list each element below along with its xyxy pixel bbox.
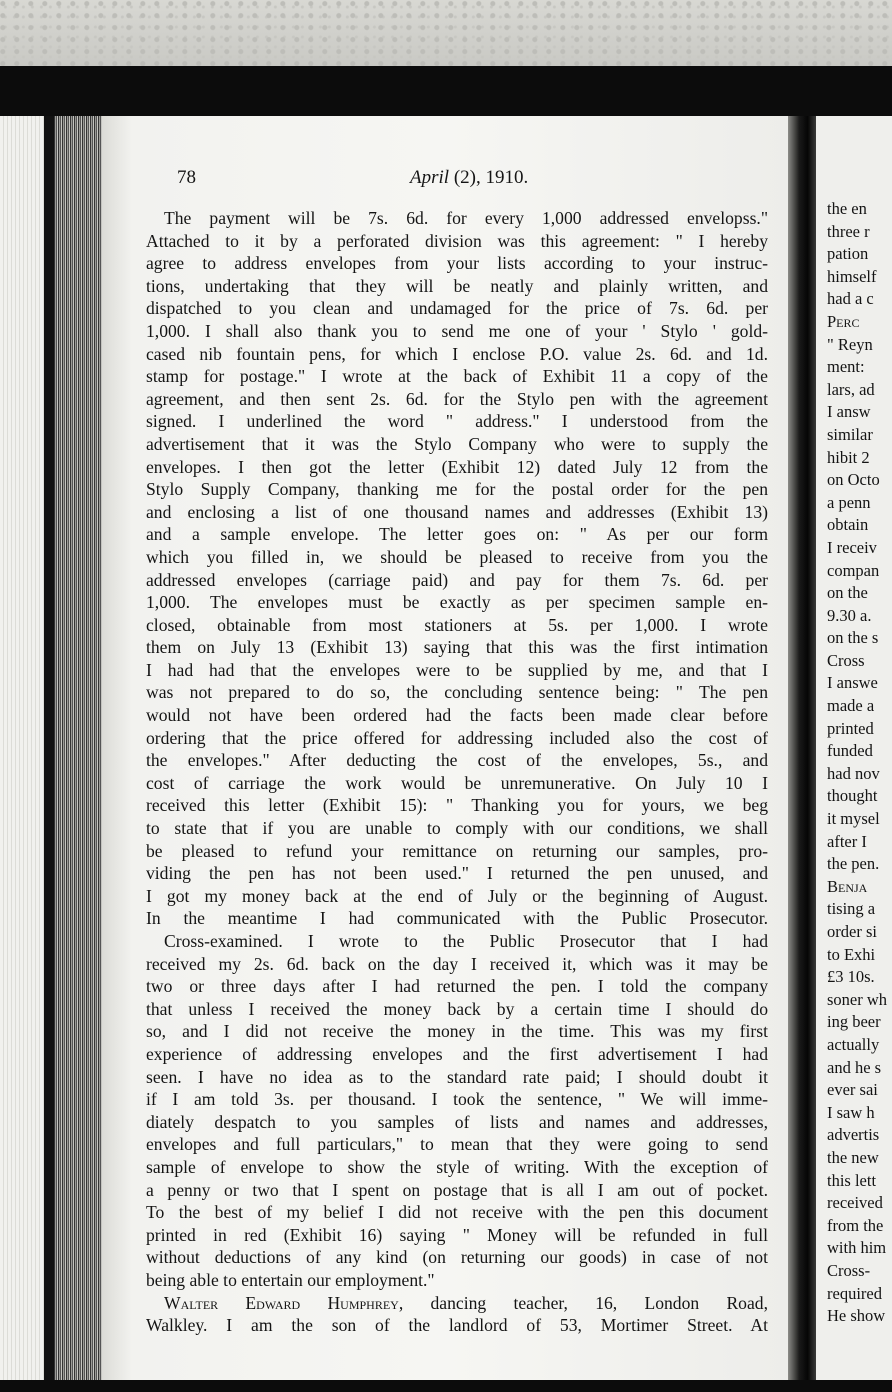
text-line: advertisement that it was the Stylo Company who were to supply the [146, 433, 768, 454]
page-number: 78 [177, 167, 196, 188]
facing-text-line: the en [827, 199, 867, 218]
facing-text-line: obtain [827, 515, 869, 535]
facing-text-line: Cross [827, 650, 865, 670]
facing-text-line: ing beer [827, 1012, 881, 1032]
facing-text-line: required [827, 1283, 882, 1303]
witness-occupation: , dancing teacher, 16, London Road, [398, 1292, 768, 1313]
text-line: envelopes. I then got the letter (Exhibit 12) dated July 12 from the [146, 456, 768, 477]
text-line: In the meantime I had communicated with the Public Prosecutor. [146, 908, 768, 929]
facing-text-line: the new [827, 1147, 879, 1167]
text-line: received my 2s. 6d. back on the day I received it, which was it may be [146, 953, 768, 974]
facing-text-line: Perc [827, 311, 860, 331]
facing-text-line: He show [827, 1306, 886, 1326]
facing-text-line: Benja [827, 876, 868, 896]
text-line: and enclosing a list of one thousand names and addresses (Exhibit 13) [146, 501, 768, 522]
facing-text-line: advertis [827, 1125, 880, 1145]
facing-text-line: soner wh [827, 989, 888, 1009]
text-line: closed, obtainable from most stationers at 5s. per 1,000. I wrote [146, 614, 768, 635]
text-line: agreement, and then sent 2s. 6d. for the Stylo pen with the agreement [146, 388, 768, 409]
text-line: 1,000. The envelopes must be exactly as per specimen sample en- [146, 592, 768, 613]
text-line: be pleased to refund your remittance on returning our samples, pro- [146, 840, 768, 861]
text-line: seen. I have no idea as to the standard rate paid; I should doubt it [146, 1066, 768, 1087]
facing-text-line: on the s [827, 628, 879, 648]
book-gutter [788, 116, 816, 1392]
facing-text-line: had nov [827, 763, 880, 783]
text-line: would not have been ordered had the facts been made clear before [146, 705, 768, 726]
facing-text-line: on Octo [827, 470, 880, 490]
text-line: Stylo Supply Company, thanking me for the postal order for the pen [146, 479, 768, 500]
text-line: printed in red (Exhibit 16) saying " Money will be refunded in full [146, 1224, 768, 1245]
scan-bottom-border [0, 1380, 892, 1392]
text-line: The payment will be 7s. 6d. for every 1,000 addressed envelopss." [164, 208, 768, 228]
text-line: so, and I did not receive the money in the time. This was my first [146, 1021, 768, 1042]
running-header [175, 167, 775, 193]
text-line: dispatched to you clean and undamaged for the price of 7s. 6d. per [146, 298, 768, 319]
facing-text-line: I answe [827, 673, 878, 693]
facing-text-line: ever sai [827, 1080, 878, 1100]
facing-text-line: this lett [827, 1170, 877, 1190]
facing-text-line: had a c [827, 289, 874, 309]
facing-text-line: on the [827, 583, 868, 603]
text-line: To the best of my belief I did not receive with the pen this document [146, 1202, 768, 1223]
testimony-text [146, 207, 768, 1337]
session-month: April [410, 167, 450, 188]
facing-text-line: from the [827, 1215, 884, 1235]
scan-top-background [0, 0, 892, 66]
facing-text-line: £3 10s. [827, 967, 875, 987]
facing-text-line: " Reyn [827, 334, 873, 354]
facing-text-line: actually [827, 1034, 880, 1054]
text-line: was not prepared to do so, the concluding sentence being: " The pen [146, 682, 768, 703]
facing-text-line: ment: [827, 357, 865, 377]
facing-text-line: compan [827, 560, 880, 580]
facing-text-line: himself [827, 266, 877, 286]
facing-text-line: made a [827, 696, 875, 716]
text-line: cased nib fountain pens, for which I enclose P.O. value 2s. 6d. and 1d. [146, 343, 768, 364]
text-line: stamp for postage." I wrote at the back of Exhibit 11 a copy of the [146, 366, 768, 387]
facing-page-text [827, 198, 887, 1328]
text-line: without deductions of any kind (on returning our goods) in case of not [146, 1247, 768, 1268]
witness-line [146, 1292, 768, 1315]
facing-text-line: three r [827, 221, 870, 241]
scan-left-margin [0, 116, 44, 1392]
text-line: Cross-examined. I wrote to the Public Prosecutor that I had [164, 931, 768, 951]
facing-text-line: I answ [827, 402, 871, 422]
facing-text-line: thought [827, 786, 878, 806]
facing-text-line: Cross- [827, 1260, 871, 1280]
facing-text-line: I receiv [827, 537, 877, 557]
text-line: I had had that the envelopes were to be supplied by me, and that I [146, 659, 768, 680]
facing-text-line: I saw h [827, 1102, 875, 1122]
text-line: if I am told 3s. per thousand. I took the sentence, " We will imme- [146, 1089, 768, 1110]
session-number: (2), 1910. [449, 167, 529, 188]
text-line: diately despatch to you samples of lists and names and addresses, [146, 1111, 768, 1132]
facing-text-line: with him [827, 1238, 887, 1258]
facing-text-line: tising a [827, 899, 876, 919]
text-line: Attached to it by a perforated division was this agreement: " I hereby [146, 230, 768, 251]
text-line: viding the pen has not been used." I returned the pen unused, and [146, 863, 768, 884]
facing-text-line: 9.30 a. [827, 605, 872, 625]
facing-text-line: order si [827, 922, 877, 941]
text-line: experience of addressing envelopes and the first advertisement I had [146, 1043, 768, 1064]
text-line: tions, undertaking that they will be neatly and plainly written, and [146, 275, 768, 296]
text-line: and a sample envelope. The letter goes on: " As per our form [146, 524, 768, 545]
facing-text-line: received [827, 1193, 883, 1213]
text-line: received this letter (Exhibit 15): " Thanking you for yours, we beg [146, 795, 768, 816]
text-line: I got my money back at the end of July or the beginning of August. [146, 885, 768, 906]
text-line: agree to address envelopes from your lists according to your instruc- [146, 253, 768, 274]
facing-text-line: after I [827, 831, 867, 851]
text-line: sample of envelope to show the style of writing. With the exception of [146, 1156, 768, 1177]
text-line: which you filled in, we should be pleased to receive from you the [146, 546, 768, 567]
facing-text-line: hibit 2 [827, 447, 870, 467]
facing-text-line: lars, ad [827, 379, 875, 399]
page-edges [54, 116, 102, 1392]
facing-text-line: to Exhi [827, 944, 876, 964]
text-line: them on July 13 (Exhibit 13) saying that this was the first intimation [146, 637, 768, 658]
text-line: the envelopes." After deducting the cost of the envelopes, 5s., and [146, 750, 768, 771]
facing-text-line: pation [827, 244, 869, 264]
facing-text-line: it mysel [827, 809, 880, 829]
facing-text-line: the pen. [827, 854, 880, 874]
text-line: being able to entertain our employment." [146, 1269, 435, 1290]
facing-text-line: funded [827, 741, 873, 761]
text-line: envelopes and full particulars," to mean that they were going to send [146, 1134, 768, 1155]
facing-text-line: and he s [827, 1057, 882, 1077]
scan-top-border [0, 66, 892, 116]
text-line: two or three days after I had returned the pen. I told the company [146, 976, 768, 997]
text-line: a penny or two that I spent on postage that is all I am out of pocket. [146, 1179, 768, 1200]
session-date [410, 167, 528, 189]
facing-text-line: a penn [827, 492, 871, 512]
text-line: Walkley. I am the son of the landlord of 53, Mortimer Street. At [146, 1315, 768, 1336]
book-left-edge [44, 116, 54, 1392]
text-line: signed. I underlined the word " address." I understood from the [146, 411, 768, 432]
text-line: addressed envelopes (carriage paid) and pay for them 7s. 6d. per [146, 569, 768, 590]
witness-name: Walter Edward Humphrey [164, 1292, 399, 1313]
facing-text-line: printed [827, 718, 874, 738]
text-line: ordering that the price offered for addressing included also the cost of [146, 727, 768, 748]
facing-text-line: similar [827, 424, 873, 444]
text-line: to state that if you are unable to comply with our conditions, we shall [146, 818, 768, 839]
text-line: that unless I received the money back by a certain time I should do [146, 998, 768, 1019]
text-line: 1,000. I shall also thank you to send me one of your ' Stylo ' gold- [146, 320, 768, 341]
text-line: cost of carriage the work would be unremunerative. On July 10 I [146, 772, 768, 793]
